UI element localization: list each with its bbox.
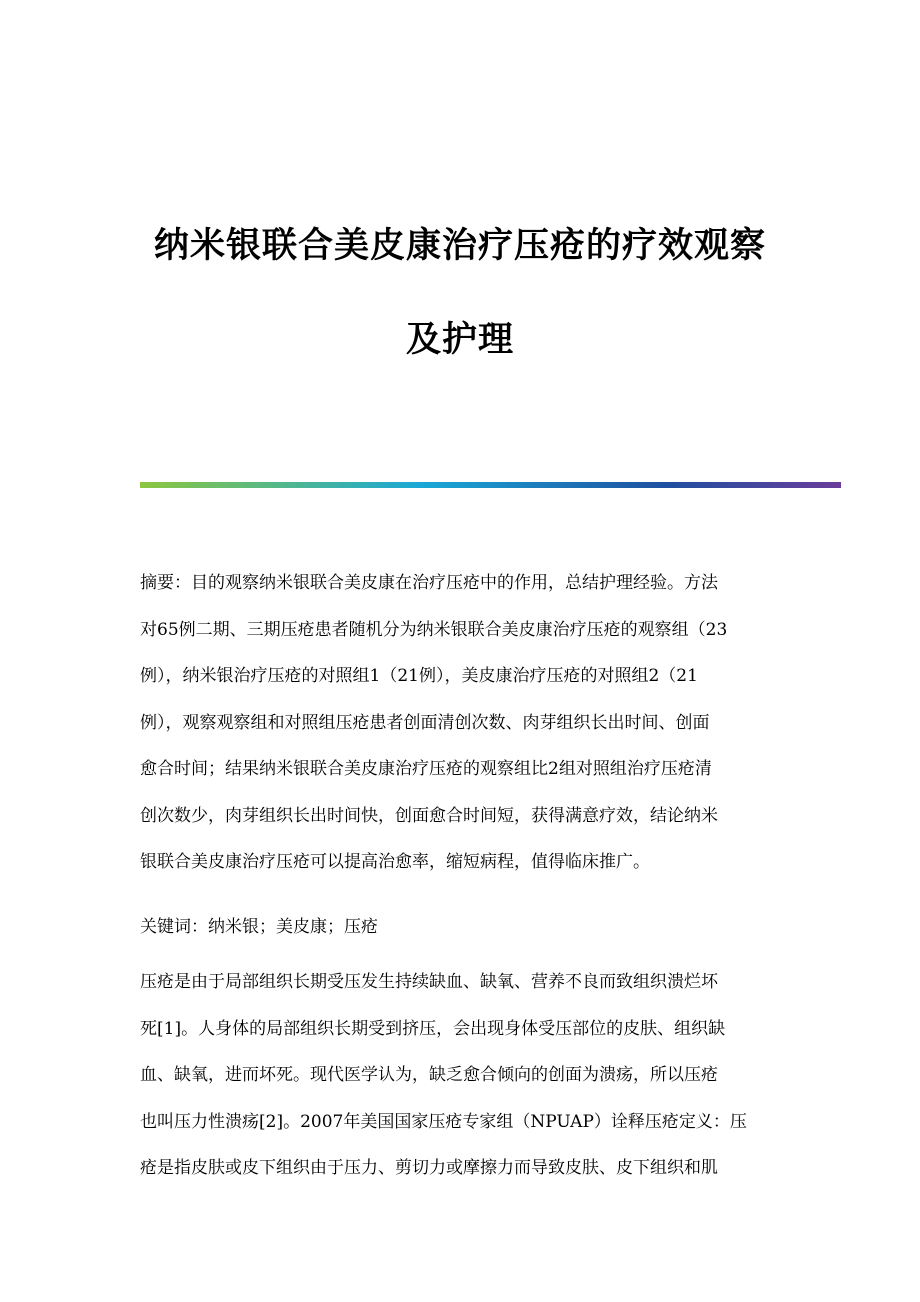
gradient-divider [140, 482, 841, 488]
body-paragraph [140, 959, 780, 1192]
paragraph-line: 死[1]。人身体的局部组织长期受到挤压，会出现身体受压部位的皮肤、组织缺 [140, 1018, 726, 1039]
abstract-line: 例），观察观察组和对照组压疮患者创面清创次数、肉芽组织长出时间、创面 [140, 712, 710, 733]
paragraph-line: 血、缺氧，进而坏死。现代医学认为，缺乏愈合倾向的创面为溃疡，所以压疮 [140, 1065, 718, 1085]
abstract-line: 摘要：目的观察纳米银联合美皮康在治疗压疮中的作用，总结护理经验。方法 [140, 573, 718, 593]
document-title-line-1: 纳米银联合美皮康治疗压疮的疗效观察 [153, 225, 766, 266]
paragraph-line: 压疮是由于局部组织长期受压发生持续缺血、缺氧、营养不良而致组织溃烂坏 [140, 972, 718, 992]
keywords-line: 关键词：纳米银；美皮康；压疮 [140, 917, 378, 937]
paragraph-line: 疮是指皮肤或皮下组织由于压力、剪切力或摩擦力而导致皮肤、皮下组织和肌 [140, 1158, 718, 1178]
abstract-line: 愈合时间；结果纳米银联合美皮康治疗压疮的观察组比2组对照组治疗压疮清 [140, 759, 712, 779]
document-title-line-2: 及护理 [405, 319, 514, 360]
abstract-line: 银联合美皮康治疗压疮可以提高治愈率，缩短病程，值得临床推广。 [140, 852, 650, 872]
abstract-line: 对65例二期、三期压疮患者随机分为纳米银联合美皮康治疗压疮的观察组（23 [140, 619, 728, 640]
abstract-line: 例），纳米银治疗压疮的对照组1（21例），美皮康治疗压疮的对照组2（21 [140, 666, 698, 686]
paragraph-line: 也叫压力性溃疡[2]。2007年美国国家压疮专家组（NPUAP）诠释压疮定义：压 [140, 1111, 747, 1132]
abstract-line: 创次数少，肉芽组织长出时间快，创面愈合时间短，获得满意疗效，结论纳米 [140, 805, 718, 826]
keywords-block [140, 904, 780, 951]
abstract-block [140, 560, 780, 886]
